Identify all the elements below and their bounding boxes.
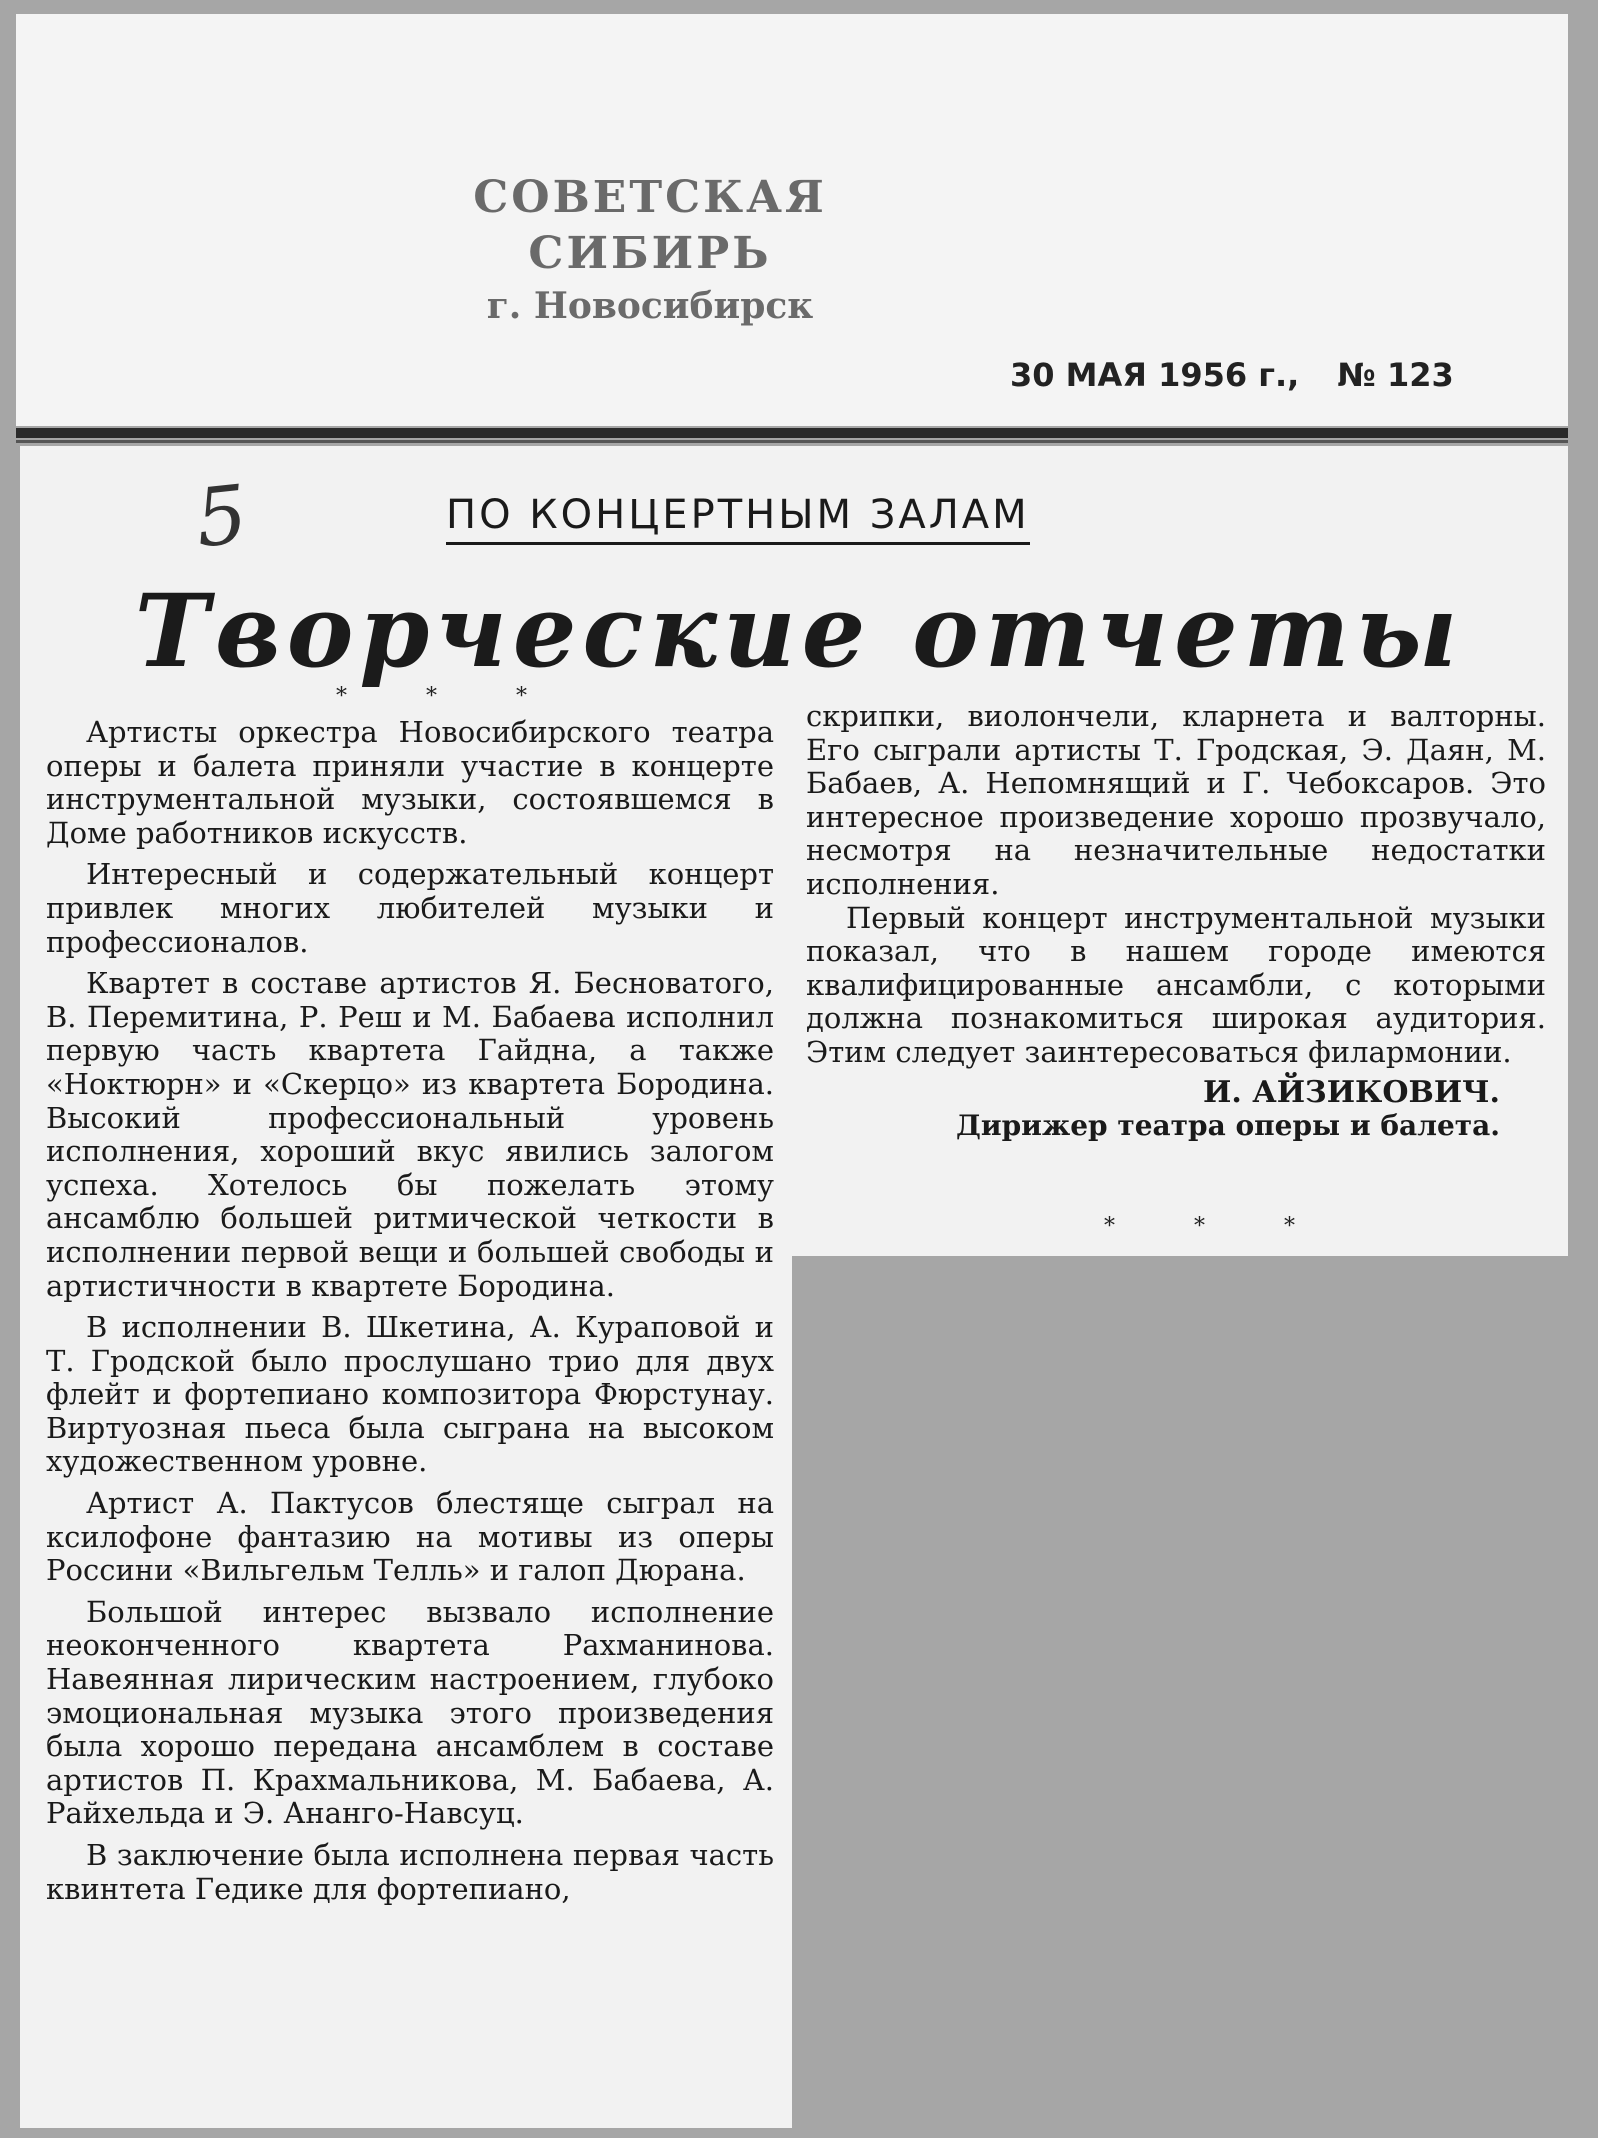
article-headline: Творческие отчеты (134, 572, 1464, 690)
article-right-column (806, 700, 1546, 1143)
paragraph: Артист А. Пактусов блестяще сыграл на ксилофоне фантазию на мотивы из оперы Россини «Вильгельм Телль» и галоп Дюрана. (46, 1486, 774, 1588)
masthead-rule-thin (16, 440, 1568, 443)
author-signature: И. АЙЗИКОВИЧ. (1203, 1074, 1500, 1110)
stamp-newspaper-name: СОВЕТСКАЯ СИБИРЬ (473, 172, 827, 279)
issue-date: 30 МАЯ 1956 г., (1010, 356, 1300, 394)
dateline (1010, 356, 1454, 394)
article-left-column (46, 716, 774, 1906)
paragraph: В заключение была исполнена первая часть квинтета Гедике для фортепиано, (46, 1838, 774, 1906)
paragraph: Квартет в составе артистов Я. Бесноватого, В. Перемитина, Р. Реш и М. Бабаева исполнил первую часть квартета Гайдна, а также «Ноктюрн» и «Скерцо» из квартета Бородина. Высокий профессиональный уровень исполнения, хороший вкус явились залогом успеха. Хотелось бы пожелать этому ансамблю большей ритмической четкости в исполнении первой вещи и большей свободы и артистичности в квартете Бородина. (46, 966, 774, 1303)
article-rubric: ПО КОНЦЕРТНЫМ ЗАЛАМ (446, 492, 1030, 545)
paragraph: Артисты оркестра Новосибирского театра оперы и балета приняли участие в концерте инструментальной музыки, состоявшемся в Доме работников искусств. (46, 715, 774, 850)
masthead-rule (16, 428, 1568, 438)
separator-stars: * * * (336, 684, 563, 709)
paragraph: Большой интерес вызвало исполнение неоконченного квартета Рахманинова. Навеянная лирическим настроением, глубоко эмоциональная музыка этого произведения была хорошо передана ансамблем в составе артистов П. Крахмальникова, М. Бабаева, А. Райхельда и Э. Ананго-Навсуц. (46, 1594, 774, 1831)
stamp-city: г. Новосибирск (486, 285, 814, 327)
paragraph: В исполнении В. Шкетина, А. Кураповой и Т. Гродской было прослушано трио для двух флейт и фортепиано композитора Фюрстунау. Виртуозная пьеса была сыграна на высоком художественном уровне. (46, 1310, 774, 1479)
handwritten-page-mark: 5 (191, 467, 252, 566)
paragraph: Интересный и содержательный концерт привлек многих любителей музыки и профессионалов. (46, 857, 774, 959)
author-title: Дирижер театра оперы и балета. (955, 1109, 1500, 1143)
newspaper-stamp (400, 170, 900, 330)
issue-number: № 123 (1337, 356, 1454, 394)
paragraph: Первый концерт инструментальной музыки показал, что в нашем городе имеются квалифицированные ансамбли, с которыми должна познакомиться широкая аудитория. Этим следует заинтересоваться филармонии. (806, 900, 1546, 1069)
end-stars: * * * (1104, 1214, 1331, 1239)
paragraph: скрипки, виолончели, кларнета и валторны. Его сыграли артисты Т. Гродская, Э. Даян, М. Бабаев, А. Непомнящий и Г. Чебоксаров. Это интересное произведение хорошо прозвучало, несмотря на незначительные недостатки исполнения. (806, 699, 1546, 901)
